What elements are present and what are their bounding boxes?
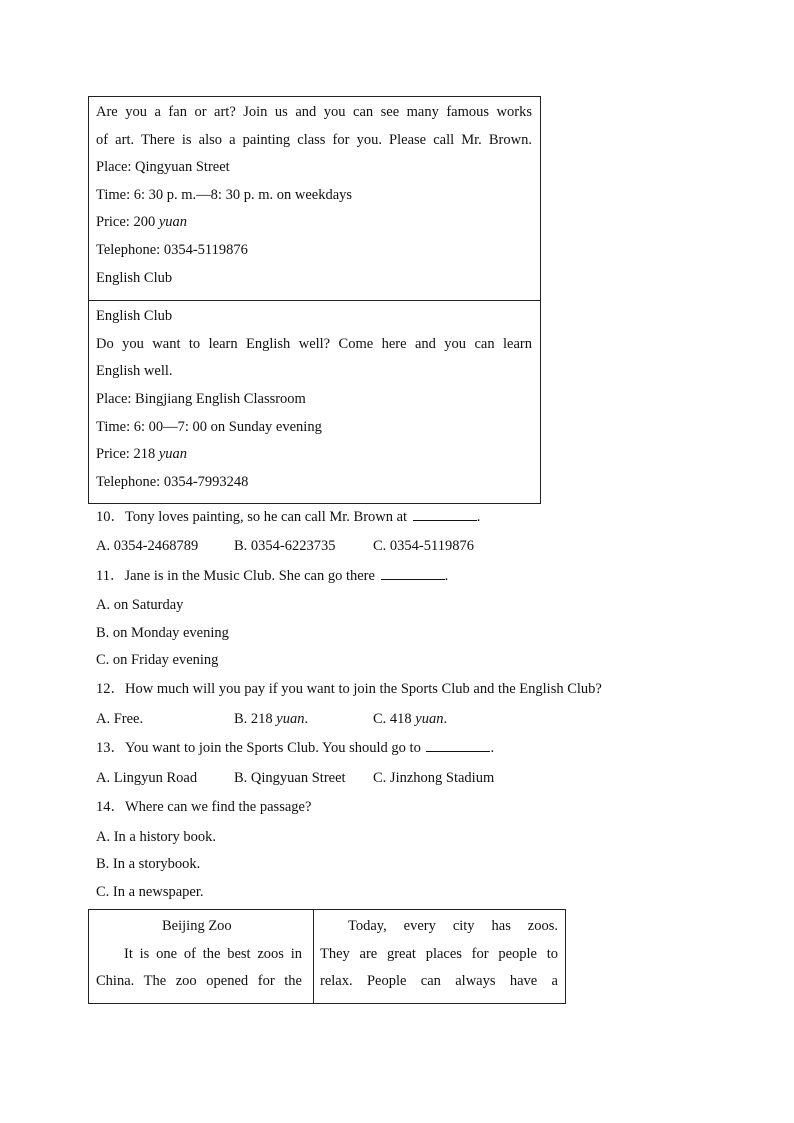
ad2-telephone: Telephone: 0354-7993248 <box>96 474 249 490</box>
q10-option-b: B. 0354-6223735 <box>234 538 336 554</box>
right-cell-line1: Today, every city has zoos. <box>348 918 558 934</box>
q12-c-period: . <box>443 711 448 727</box>
ad1-line2: of art. There is also a painting class for you. Please call Mr. Brown. <box>96 132 532 148</box>
q14-option-c: C. In a newspaper. <box>96 884 204 900</box>
answer-blank <box>381 567 445 580</box>
ad2-price <box>96 445 532 463</box>
q11-option-a: A. on Saturday <box>96 597 184 613</box>
ad2-line2: English well. <box>96 363 173 379</box>
q12-option-b <box>234 710 308 728</box>
ad1-line1: Are you a fan or art? Join us and you can see many famous works <box>96 104 532 120</box>
ad2-title: English Club <box>96 308 173 324</box>
right-cell-line3: relax. People can always have a <box>320 973 558 989</box>
question-10-text: 10．Tony loves painting, so he can call Mr. Brown at <box>96 509 411 525</box>
q13-option-b: B. Qingyuan Street <box>234 770 346 786</box>
q13-option-a: A. Lingyun Road <box>96 770 198 786</box>
ad1-telephone: Telephone: 0354-5119876 <box>96 242 248 258</box>
ad1-price <box>96 213 532 231</box>
ad1-next-title: English Club <box>96 270 173 286</box>
ad-box-art <box>88 96 541 301</box>
q14-option-b: B. In a storybook. <box>96 856 201 872</box>
passage-table <box>88 909 566 1004</box>
answer-blank <box>413 508 477 521</box>
question-12: 12．How much will you pay if you want to join the Sports Club and the English Club? <box>96 681 602 697</box>
ad1-price-unit: yuan <box>158 214 188 230</box>
right-cell-line2: They are great places for people to <box>320 946 558 962</box>
q11-option-c: C. on Friday evening <box>96 652 219 668</box>
q14-option-a: A. In a history book. <box>96 829 217 845</box>
ad1-price-value: Price: 200 <box>96 214 159 230</box>
question-13-text: 13．You want to join the Sports Club. You should go to <box>96 740 425 756</box>
q12-b-unit: yuan <box>276 711 305 727</box>
question-11-text: 11．Jane is in the Music Club. She can go there <box>96 568 379 584</box>
column-divider <box>313 910 314 1003</box>
ad2-price-unit: yuan <box>158 446 188 462</box>
q12-b-period: . <box>304 711 309 727</box>
q12-c-value: C. 418 <box>373 711 416 727</box>
ad2-place: Place: Bingjiang English Classroom <box>96 391 306 407</box>
q13-option-c: C. Jinzhong Stadium <box>373 770 495 786</box>
q11-option-b: B. on Monday evening <box>96 625 229 641</box>
q12-c-unit: yuan <box>415 711 444 727</box>
question-11: 11．Jane is in the Music Club. She can go there . <box>96 568 449 584</box>
q10-option-c: C. 0354-5119876 <box>373 538 474 554</box>
q12-option-a: A. Free. <box>96 711 144 727</box>
q12-b-value: B. 218 <box>234 711 277 727</box>
ad-box-english-club <box>88 300 541 504</box>
q12-option-c <box>373 710 447 728</box>
left-cell-line2: China. The zoo opened for the <box>96 973 302 989</box>
ad2-line1: Do you want to learn English well? Come here and you can learn <box>96 336 532 352</box>
ad2-time: Time: 6: 00—7: 00 on Sunday evening <box>96 419 322 435</box>
ad1-place: Place: Qingyuan Street <box>96 159 230 175</box>
answer-blank <box>426 739 490 752</box>
q10-option-a: A. 0354-2468789 <box>96 538 199 554</box>
question-10: 10．Tony loves painting, so he can call Mr. Brown at . <box>96 509 481 525</box>
ad2-price-value: Price: 218 <box>96 446 159 462</box>
question-13: 13．You want to join the Sports Club. You should go to . <box>96 740 495 756</box>
left-cell-title: Beijing Zoo <box>162 918 232 934</box>
left-cell-line1: It is one of the best zoos in <box>124 946 302 962</box>
question-14: 14．Where can we find the passage? <box>96 799 312 815</box>
ad1-time: Time: 6: 30 p. m.—8: 30 p. m. on weekdays <box>96 187 353 203</box>
